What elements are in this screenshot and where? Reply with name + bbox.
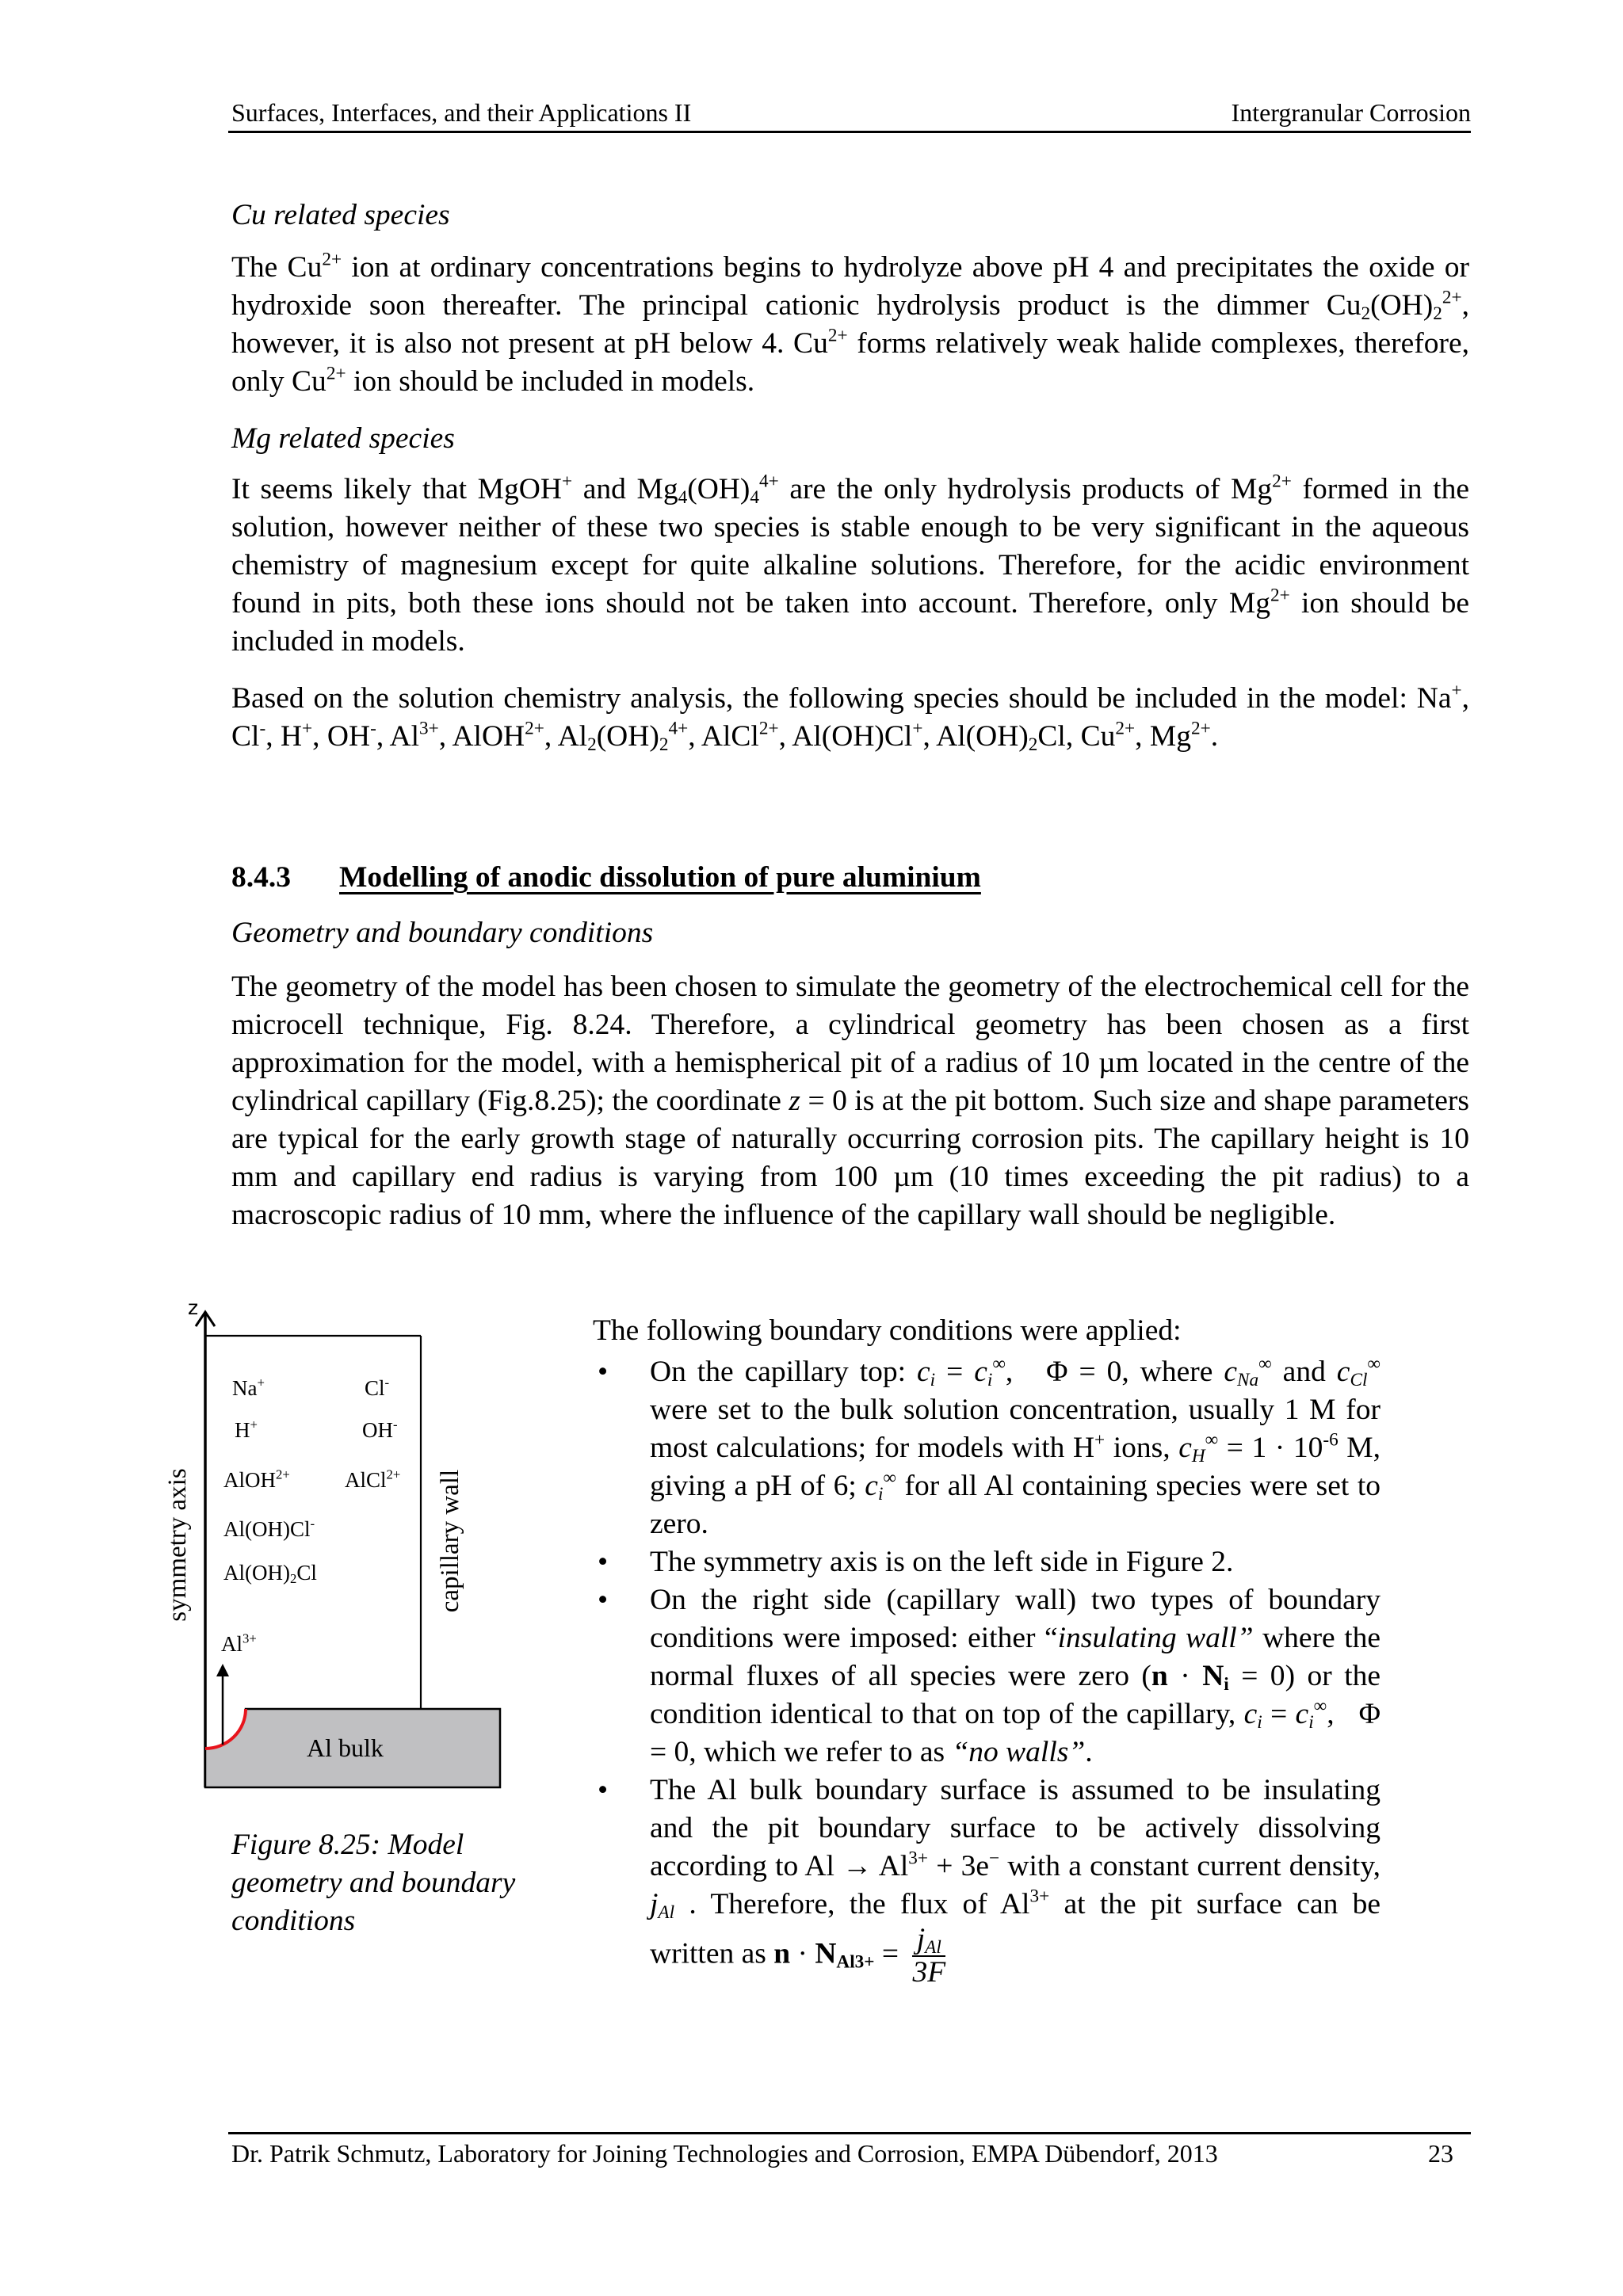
boundary-conditions-intro: The following boundary conditions were applied: [593, 1314, 1182, 1347]
section-number: 8.4.3 [231, 861, 291, 894]
page-number: 23 [1428, 2139, 1453, 2168]
species-label-na: Na+ [232, 1375, 265, 1400]
species-label-cl: Cl- [365, 1375, 390, 1400]
species-label-oh: OH- [362, 1417, 398, 1442]
species-label-alohcl: Al(OH)Cl- [223, 1516, 315, 1541]
species-item: $Al^{3+}$ [389, 718, 439, 753]
species-list: Na+, Cl-, H+, OH-, $Al^{3+}$, AlOH$^{2+}$, $Al_2(OH)_2^{4+}$, AlCl$^{2+}$, Al(OH)Cl+, $Al(OH)_2Cl$, $Cu^{2+}$, $Mg^{2+}$. [231, 680, 1469, 755]
bullet-icon: • [598, 1546, 609, 1578]
species-label-aloh2cl: $Al(OH)_2Cl$ [223, 1561, 317, 1587]
bullet-al-bulk: • The Al bulk boundary surface is assumed to be insulating and the pit boundary surface to be actively dissolving according to $Al \to Al^{3+} + 3e^-$ with a constant current density, $j_{Al}$ . Therefore, the flux of $Al^{3+}$ at the pit surface can be written as $n \cdot N_{Al3+}$ = $\frac{j_{Al}}{3F}$ [593, 1772, 1381, 1989]
bullet-icon: • [598, 1356, 609, 1388]
species-label-alcl: AlCl$^{2+}$ [345, 1466, 401, 1492]
section-title: Modelling of anodic dissolution of pure aluminium [339, 861, 981, 894]
species-summary-paragraph: Based on the solution chemistry analysis, the following species should be included in the model: Na+, Cl-, H+, OH-, $Al^{3+}$, AlOH$^{2+}$, $Al_2(OH)_2^{4+}$, AlCl$^{2+}$, Al(OH)Cl+, $Al(OH)_2Cl$, $Cu^{2+}$, $Mg^{2+}$. [231, 680, 1469, 755]
z-axis-label: z [188, 1296, 199, 1319]
bullet-icon: • [598, 1774, 609, 1806]
cu-section-title: Cu related species [231, 199, 450, 231]
species-item: $Al(OH)_2Cl$ [936, 720, 1066, 755]
section-heading [231, 860, 981, 894]
species-item: $Mg^{2+}$ [1149, 718, 1211, 753]
mg-section-title: Mg related species [231, 422, 455, 455]
boundary-conditions-block [593, 1312, 1381, 1989]
species-label-aloh: AlOH$^{2+}$ [223, 1466, 290, 1492]
bullet-symmetry-axis: • The symmetry axis is on the left side in Figure 2. [593, 1543, 1381, 1581]
bullet-capillary-wall: • On the right side (capillary wall) two types of boundary conditions were imposed: either “insulating wall” where the normal fluxes of all species were zero $(n \cdot N_i = 0)$ or the condition identical to that on top of the capillary, $c_i = c_i^\infty$, Φ = 0, which we refer to as “no walls”. [593, 1581, 1381, 1772]
al-bulk-label: Al bulk [307, 1733, 384, 1762]
species-label-h: H+ [235, 1417, 258, 1442]
mg-paragraph: It seems likely that MgOH+ and $Mg_4(OH)_4^{4+}$ are the only hydrolysis products of $Mg^{2+}$ formed in the solution, however neither of these two species is stable enough to be very significant in the aqueous chemistry of magnesium except for quite alkaline solutions. Therefore, for the acidic environment found in pits, both these ions should not be taken into account. Therefore, only $Mg^{2+}$ ion should be included in models. [231, 471, 1469, 658]
geometry-paragraph: The geometry of the model has been chosen to simulate the geometry of the electrochemical cell for the microcell technique, Fig. 8.24. Therefore, a cylindrical geometry has been chosen as a first approximation for the model, with a hemispherical pit of a radius of 10 µm located in the centre of the cylindrical capillary (Fig.8.25); the coordinate z = 0 is at the pit bottom. Such size and shape parameters are typical for the early growth stage of naturally occurring corrosion pits. The capillary height is 10 mm and capillary end radius is varying from 100 µm (10 times exceeding the pit radius) to a macroscopic radius of 10 mm, where the influence of the capillary wall should be negligible. [231, 971, 1469, 1231]
species-item: AlOH$^{2+}$ [452, 718, 544, 753]
species-label-al3: $Al^{3+}$ [221, 1630, 257, 1656]
model-geometry-figure [151, 1296, 515, 1806]
header-rule [228, 131, 1471, 133]
species-item: Al(OH)Cl+ [792, 718, 923, 753]
species-item: Na+ [1416, 680, 1462, 715]
cu-paragraph: The $Cu^{2+}$ ion at ordinary concentrations begins to hydrolyze above pH 4 and precipitates the oxide or hydroxide soon thereafter. The principal cationic hydrolysis product is the dimmer $Cu_2(OH)_2^{2+}$, however, it is also not present at pH below 4. $Cu^{2+}$ forms relatively weak halide complexes, therefore, only $Cu^{2+}$ ion should be included in models. [231, 249, 1470, 398]
flux-fraction: $\frac{j_{Al}}{3F}$ [912, 1923, 946, 1989]
running-header-right: Intergranular Corrosion [1231, 98, 1471, 127]
running-header-left: Surfaces, Interfaces, and their Applications II [231, 98, 692, 127]
species-item: $Cu^{2+}$ [1080, 718, 1136, 753]
species-item: H+ [280, 718, 313, 753]
footer-rule [228, 2132, 1471, 2134]
symmetry-axis-label: symmetry axis [163, 1468, 192, 1622]
boundary-conditions-list [593, 1353, 1381, 1989]
capillary-wall-label: capillary wall [436, 1469, 464, 1613]
figure-caption: Figure 8.25: Model geometry and boundary conditions [231, 1829, 516, 1937]
species-item: Cl- [231, 718, 266, 753]
species-item: OH- [327, 718, 376, 753]
species-item: AlCl$^{2+}$ [701, 718, 779, 753]
bullet-icon: • [598, 1584, 609, 1616]
species-item: $Al_2(OH)_2^{4+}$ [557, 718, 689, 755]
geometry-subtitle: Geometry and boundary conditions [231, 917, 654, 949]
bullet-capillary-top: • On the capillary top: $c_i = c_i^\infty$, Φ = 0, where $c_{Na}^\infty$ and $c_{Cl}^\infty$ were set to the bulk solution concentration, usually 1 M for most calculations; for models with H+ ions, $c_H^\infty = 1 \cdot 10^{-6}$ M, giving a pH of 6; $c_i^\infty$ for all Al containing species were set to zero. [598, 1353, 1381, 1540]
footer-author: Dr. Patrik Schmutz, Laboratory for Joining Technologies and Corrosion, EMPA Dübendorf, 2013 [231, 2139, 1218, 2168]
